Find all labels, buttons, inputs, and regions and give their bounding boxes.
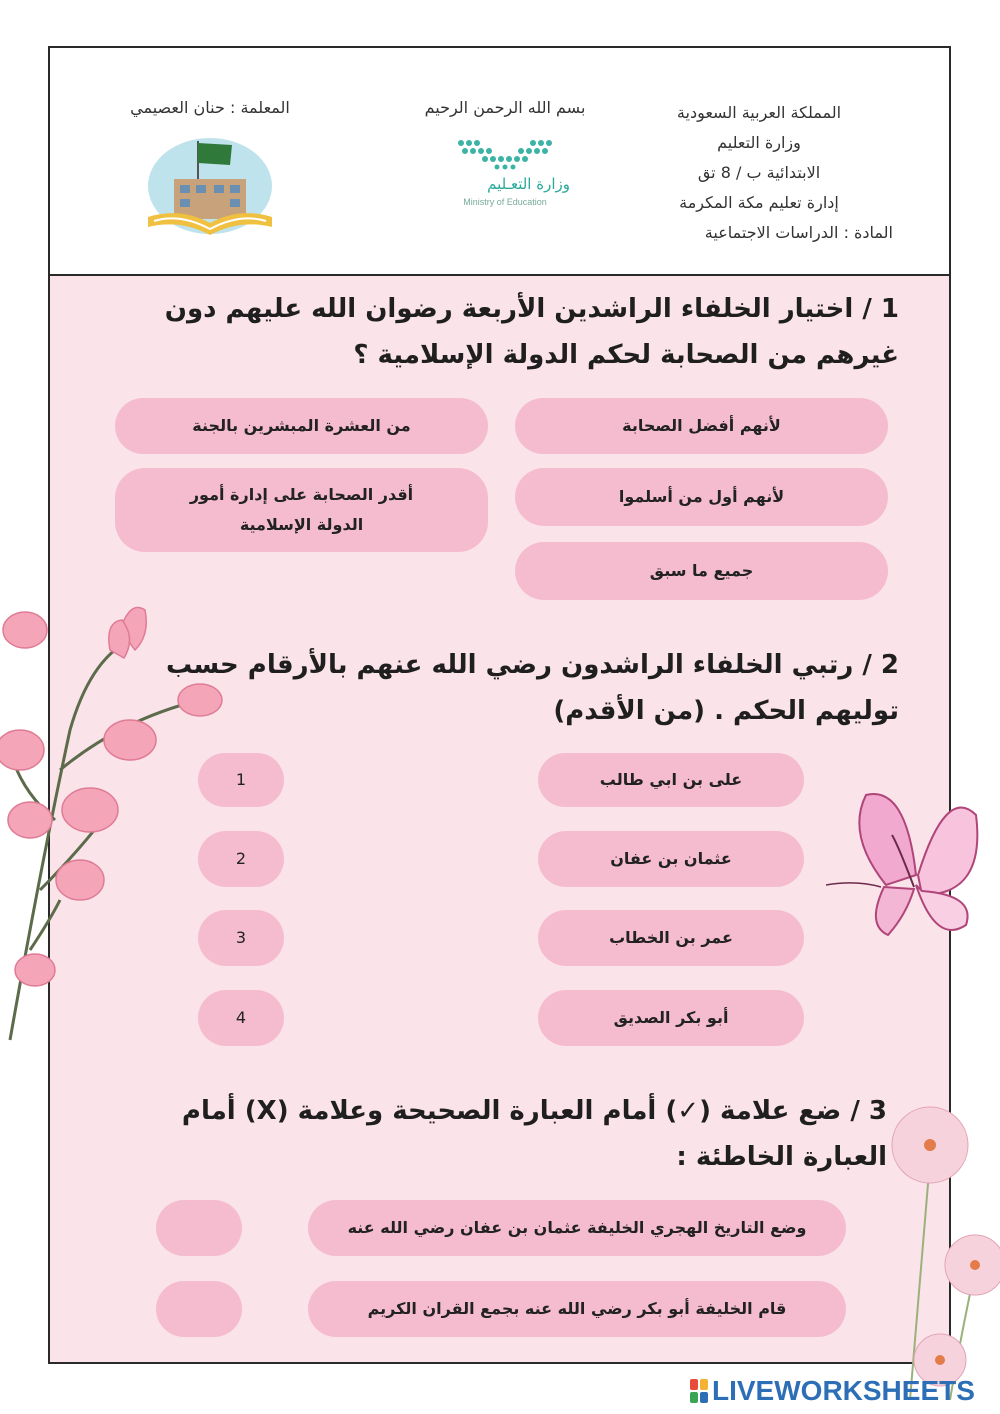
q2-name-label: على بن ابي طالب	[599, 770, 743, 789]
question-2-line-1: 2 / رتبي الخلفاء الراشدون رضي الله عنهم بالأرقام حسب	[166, 650, 899, 680]
q1-option-label: لأنهم أول من أسلموا	[618, 487, 785, 506]
liveworksheets-footer[interactable]	[690, 1374, 990, 1408]
liveworksheets-brand: LIVEWORKSHEETS	[712, 1375, 975, 1406]
q3-answer-box-1[interactable]	[156, 1200, 242, 1256]
ministry-english: Ministry of Education	[463, 197, 547, 207]
q3-statement-label: قام الخليفة أبو بكر رضي الله عنه بجمع القران الكريم	[367, 1299, 787, 1318]
basmala-block	[390, 98, 620, 217]
question-1-line-2: غيرهم من الصحابة لحكم الدولة الإسلامية ؟	[353, 340, 899, 370]
pink-flowers-decoration-icon	[0, 570, 240, 1050]
school-line: الابتدائية ب / 8 تق	[697, 163, 821, 182]
q1-option-label: من العشرة المبشرين بالجنة	[192, 416, 411, 435]
ministry-logo	[430, 137, 580, 217]
q1-option-label: جميع ما سبق	[649, 561, 754, 580]
school-info	[619, 98, 899, 248]
q2-number-label: 4	[235, 1008, 247, 1027]
white-flowers-decoration-icon	[880, 1100, 1000, 1400]
q1-option-first-muslims[interactable]	[515, 468, 888, 526]
q1-option-label-line-2: الدولة الإسلامية	[239, 515, 364, 534]
butterfly-decoration-icon	[826, 775, 986, 950]
question-3-line-2: العبارة الخاطئة :	[676, 1142, 887, 1172]
teacher-name: المعلمة : حنان العصيمي	[130, 98, 290, 117]
question-1-line-1: 1 / اختيار الخلفاء الراشدين الأربعة رضوان الله عليهم دون	[164, 294, 899, 324]
q2-name-abubakr[interactable]	[538, 990, 804, 1046]
basmala: بسم الله الرحمن الرحيم	[424, 98, 586, 117]
q2-name-ali[interactable]	[538, 753, 804, 807]
ministry-logo-icon	[455, 137, 555, 171]
country-line: المملكة العربية السعودية	[676, 103, 842, 122]
q2-number-label: 3	[235, 928, 247, 947]
liveworksheets-logo-icon	[690, 1379, 708, 1403]
q1-option-all-above[interactable]	[515, 542, 888, 600]
q2-name-label: عمر بن الخطاب	[609, 928, 733, 947]
q2-number-label: 2	[235, 849, 247, 868]
q2-name-umar[interactable]	[538, 910, 804, 966]
teacher-block	[100, 98, 320, 245]
ministry-arabic: وزارة التعـليم	[487, 175, 570, 193]
question-2-line-2: توليهم الحكم . (من الأقدم)	[553, 696, 899, 726]
ministry-line: وزارة التعليم	[717, 133, 801, 152]
q1-option-label: لأنهم أفضل الصحابة	[622, 416, 781, 435]
admin-line: إدارة تعليم مكة المكرمة	[679, 193, 839, 212]
q3-statement-2	[308, 1281, 846, 1337]
question-3-line-1: 3 / ضع علامة (✓) أمام العبارة الصحيحة وعلامة (X) أمام	[181, 1096, 887, 1126]
q1-option-label-line-1: أقدر الصحابة على إدارة أمور	[189, 485, 414, 504]
q3-statement-1	[308, 1200, 846, 1256]
school-logo-icon	[140, 131, 280, 241]
q2-name-uthman[interactable]	[538, 831, 804, 887]
q1-option-best-companions[interactable]	[515, 398, 888, 454]
q3-statement-label: وضع التاريخ الهجري الخليفة عثمان بن عفان رضي الله عنه	[347, 1218, 807, 1237]
q2-number-label: 1	[235, 770, 247, 789]
subject-line: المادة : الدراسات الاجتماعية	[704, 223, 893, 242]
header	[50, 48, 949, 276]
question-3	[67, 1088, 887, 1180]
q3-answer-box-2[interactable]	[156, 1281, 242, 1337]
q1-option-ten-promised[interactable]	[115, 398, 488, 454]
q2-name-label: أبو بكر الصديق	[613, 1008, 729, 1027]
q1-option-most-capable[interactable]	[115, 468, 488, 552]
q2-name-label: عثمان بن عفان	[610, 849, 732, 868]
question-1	[79, 286, 899, 378]
